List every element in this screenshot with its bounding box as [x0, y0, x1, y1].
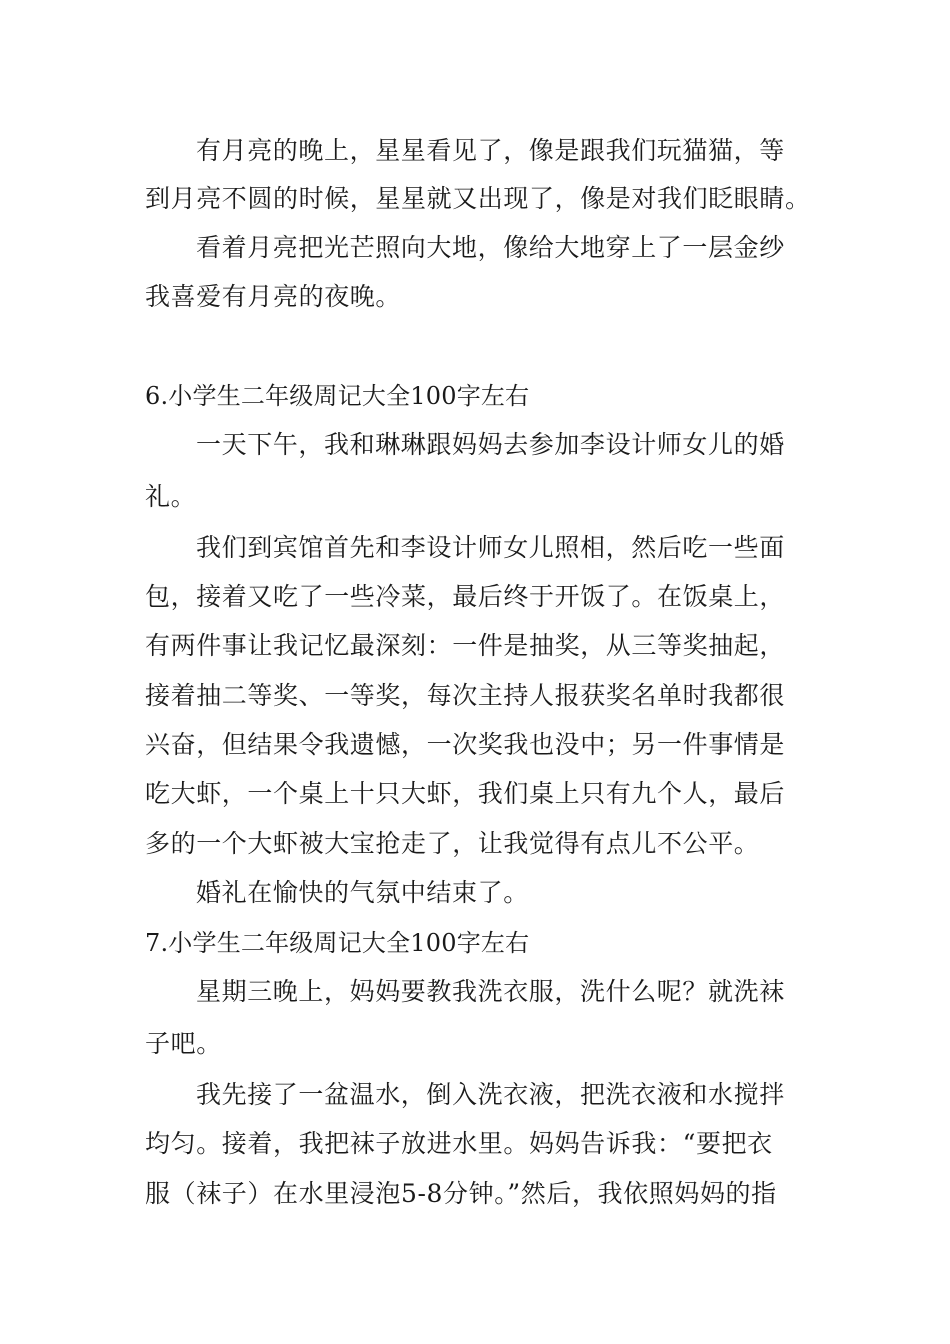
- paragraph-line: 包，接着又吃了一些冷菜，最后终于开饭了。在饭桌上，: [145, 582, 786, 611]
- paragraph-line: 婚礼在愉快的气氛中结束了。: [196, 878, 529, 907]
- paragraph-line: 一天下午，我和琳琳跟妈妈去参加李设计师女儿的婚: [196, 430, 785, 459]
- paragraph-line: 均匀。接着，我把袜子放进水里。妈妈告诉我：“要把衣: [145, 1129, 773, 1158]
- paragraph-line: 有两件事让我记忆最深刻：一件是抽奖，从三等奖抽起，: [145, 631, 786, 660]
- section-heading: 7.小学生二年级周记大全100字左右: [145, 929, 530, 957]
- paragraph-line: 有月亮的晚上，星星看见了，像是跟我们玩猫猫，等: [196, 136, 785, 165]
- section-heading: 6.小学生二年级周记大全100字左右: [145, 382, 530, 410]
- paragraph-line: 兴奋，但结果令我遗憾，一次奖我也没中；另一件事情是: [145, 730, 786, 759]
- paragraph-line: 我们到宾馆首先和李设计师女儿照相，然后吃一些面: [196, 533, 785, 562]
- paragraph-line: 多的一个大虾被大宝抢走了，让我觉得有点儿不公平。: [145, 829, 760, 858]
- paragraph-line: 接着抽二等奖、一等奖，每次主持人报获奖名单时我都很: [145, 681, 786, 710]
- paragraph-line: 吃大虾，一个桌上十只大虾，我们桌上只有九个人，最后: [145, 779, 786, 808]
- paragraph-line: 子吧。: [145, 1029, 222, 1058]
- paragraph-line: 看着月亮把光芒照向大地，像给大地穿上了一层金纱: [196, 233, 785, 262]
- paragraph-line: 到月亮不圆的时候，星星就又出现了，像是对我们眨眼睛。: [145, 184, 811, 213]
- paragraph-line: 我先接了一盆温水，倒入洗衣液，把洗衣液和水搅拌: [196, 1080, 785, 1109]
- paragraph-line: 星期三晚上，妈妈要教我洗衣服，洗什么呢？就洗袜: [196, 977, 785, 1006]
- paragraph-line: 我喜爱有月亮的夜晚。: [145, 282, 402, 311]
- paragraph-line: 服（袜子）在水里浸泡5-8分钟。”然后，我依照妈妈的指: [145, 1179, 777, 1208]
- paragraph-line: 礼。: [145, 482, 197, 511]
